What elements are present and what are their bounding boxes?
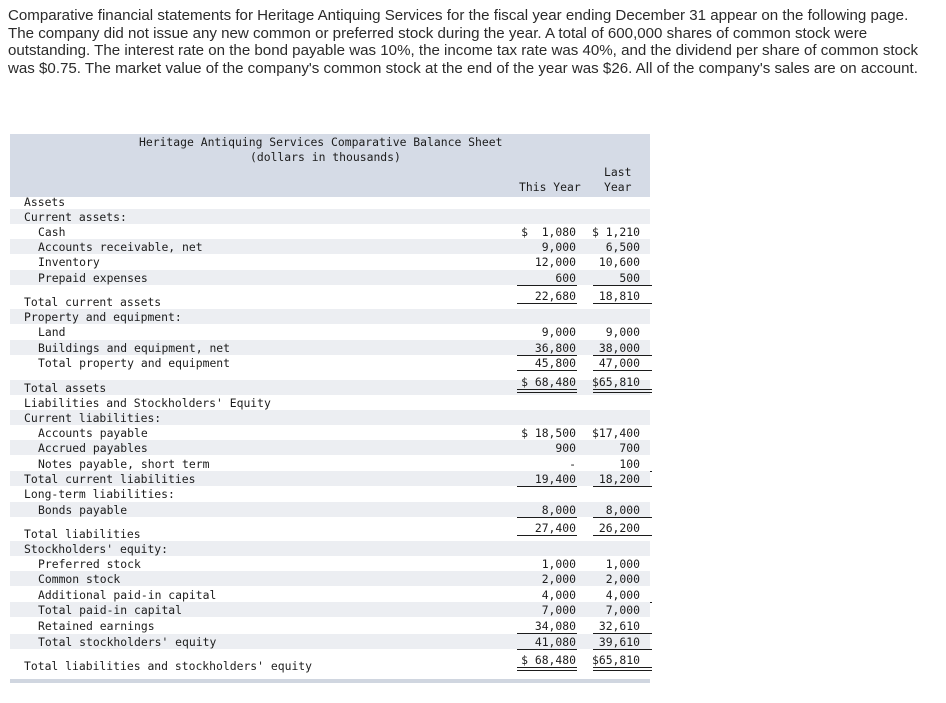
last-year-value: 1,000	[605, 557, 640, 571]
total-underline	[593, 303, 652, 304]
row-label: Additional paid-in capital	[38, 588, 217, 602]
total-underline	[593, 517, 652, 518]
this-year-value: 36,800	[534, 341, 576, 355]
row-label: Preferred stock	[38, 557, 141, 571]
total-underline	[517, 486, 577, 487]
this-year-value: 4,000	[541, 588, 576, 602]
problem-intro-text: Comparative financial statements for Heritage Antiquing Services for the fiscal year ending December 31 appear on the following page. The company did not issue any new common or preferred stock during the year. A total of 600,000 shares of common stock were outstanding. The interest rate on the bond payable was 10%, the income tax rate was 40%, and the dividend per share of common stock was $0.75. The market value of the company's common stock at the end of the year was $26. All of the company's sales are on account.	[8, 7, 919, 77]
sheet-title: Heritage Antiquing Services Comparative Balance Sheet	[139, 135, 503, 149]
row-label: Accrued payables	[38, 441, 148, 455]
total-underline	[517, 535, 577, 536]
column-header-this-year: This Year	[519, 180, 581, 194]
sheet-subtitle: (dollars in thousands)	[250, 150, 401, 164]
row-label: Prepaid expenses	[38, 271, 148, 285]
last-year-value: 10,600	[598, 255, 640, 269]
row-label: Common stock	[38, 572, 121, 586]
last-year-value: 18,200	[598, 472, 640, 486]
row-label: Total liabilities and stockholders' equity	[24, 659, 313, 673]
row-label: Liabilities and Stockholders' Equity	[24, 396, 271, 410]
total-underline	[593, 285, 652, 286]
total-underline	[593, 389, 652, 390]
last-year-value: 9,000	[605, 325, 640, 339]
last-year-value: 38,000	[598, 341, 640, 355]
this-year-value: $ 18,500	[521, 426, 576, 440]
total-double-underline	[517, 392, 577, 393]
last-year-value: $17,400	[591, 426, 640, 440]
row-label: Buildings and equipment, net	[38, 341, 231, 355]
last-year-value: 2,000	[605, 572, 640, 586]
last-year-value: 47,000	[598, 356, 640, 370]
this-year-value: 22,680	[534, 289, 576, 303]
last-year-value: 500	[619, 271, 640, 285]
this-year-value: 2,000	[541, 572, 576, 586]
row-label: Stockholders' equity:	[24, 542, 169, 556]
row-label: Bonds payable	[38, 503, 128, 517]
last-year-value: 32,610	[598, 619, 640, 633]
last-year-value: 8,000	[605, 503, 640, 517]
row-label: Current liabilities:	[24, 411, 162, 425]
total-underline	[517, 649, 577, 650]
row-label: Total liabilities	[24, 527, 141, 541]
last-year-value: 6,500	[605, 240, 640, 254]
this-year-value: 7,000	[541, 603, 576, 617]
row-label: Total paid-in capital	[38, 603, 183, 617]
column-header-last-year-line2: Year	[604, 180, 632, 194]
this-year-value: $ 68,480	[521, 375, 576, 389]
last-year-value: $ 1,210	[591, 225, 640, 239]
this-year-value: 19,400	[534, 472, 576, 486]
row-label: Accounts receivable, net	[38, 240, 203, 254]
this-year-value: $ 1,080	[521, 225, 576, 239]
row-label: Total stockholders' equity	[38, 635, 217, 649]
this-year-value: 45,800	[534, 356, 576, 370]
last-year-value: $65,810	[591, 375, 640, 389]
total-double-underline	[517, 670, 577, 671]
total-underline	[517, 517, 577, 518]
last-year-value: 26,200	[598, 521, 640, 535]
this-year-value: 600	[555, 271, 576, 285]
row-label: Property and equipment:	[24, 310, 182, 324]
total-underline	[517, 370, 577, 371]
sheet-bottom-bar	[10, 679, 650, 683]
this-year-value: 27,400	[534, 521, 576, 535]
row-label: Total current assets	[24, 295, 162, 309]
total-double-underline	[593, 670, 652, 671]
total-underline	[517, 389, 577, 390]
last-year-value: 7,000	[605, 603, 640, 617]
this-year-value: 34,080	[534, 619, 576, 633]
total-underline	[593, 370, 652, 371]
row-label: Assets	[24, 195, 66, 209]
row-label: Long-term liabilities:	[24, 487, 175, 501]
row-label: Inventory	[38, 255, 100, 269]
row-label: Notes payable, short term	[38, 457, 210, 471]
total-underline	[593, 486, 652, 487]
this-year-value: 9,000	[541, 240, 576, 254]
last-year-value: 100	[619, 457, 640, 471]
row-label: Total current liabilities	[24, 472, 196, 486]
row-label: Total assets	[24, 381, 107, 395]
row-label: Current assets:	[24, 210, 127, 224]
this-year-value: $ 68,480	[521, 653, 576, 667]
comparative-balance-sheet	[10, 134, 650, 682]
column-header-last-year-line1: Last	[604, 165, 632, 179]
total-underline	[593, 649, 652, 650]
total-underline	[517, 303, 577, 304]
last-year-value: 700	[619, 441, 640, 455]
this-year-value: 1,000	[541, 557, 576, 571]
row-label: Total property and equipment	[38, 356, 231, 370]
this-year-value: 8,000	[541, 503, 576, 517]
this-year-value: 12,000	[534, 255, 576, 269]
row-label: Cash	[38, 225, 66, 239]
last-year-value: 39,610	[598, 635, 640, 649]
total-underline	[593, 535, 652, 536]
total-double-underline	[593, 392, 652, 393]
last-year-value: $65,810	[591, 653, 640, 667]
row-label: Land	[38, 325, 66, 339]
this-year-value: -	[569, 457, 576, 471]
total-underline	[517, 667, 577, 668]
this-year-value: 9,000	[541, 325, 576, 339]
this-year-value: 41,080	[534, 635, 576, 649]
total-underline	[517, 285, 577, 286]
last-year-value: 4,000	[605, 588, 640, 602]
this-year-value: 900	[555, 441, 576, 455]
row-label: Retained earnings	[38, 619, 155, 633]
total-underline	[593, 667, 652, 668]
row-label: Accounts payable	[38, 426, 148, 440]
last-year-value: 18,810	[598, 289, 640, 303]
